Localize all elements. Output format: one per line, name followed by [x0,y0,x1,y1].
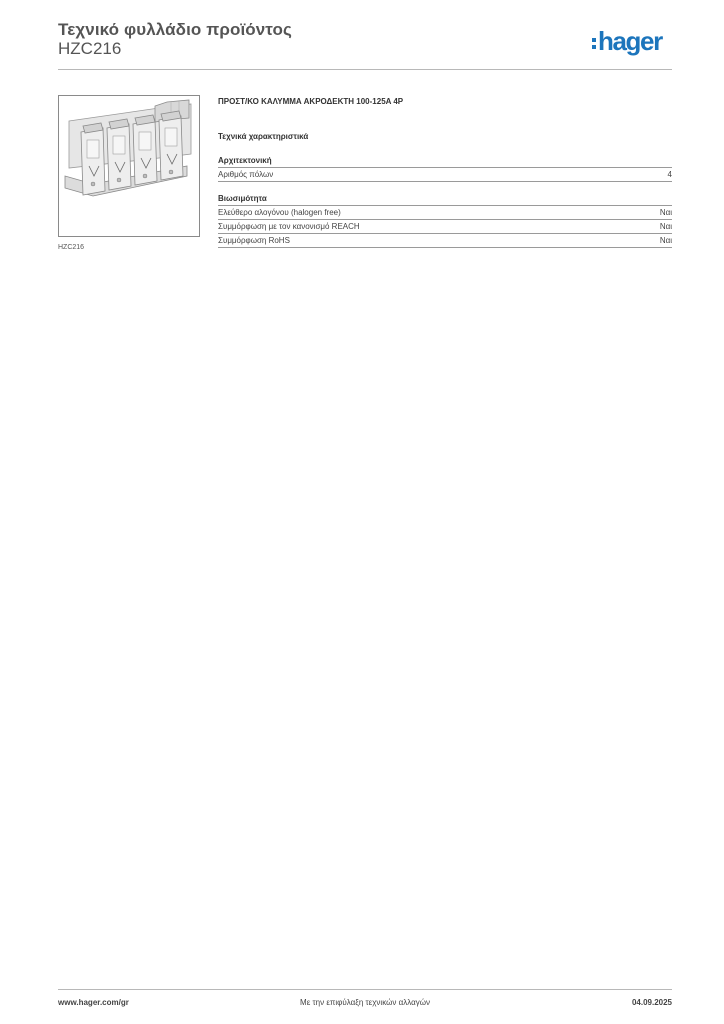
spec-row [218,168,672,182]
document-title: Τεχνικό φυλλάδιο προϊόντος [58,20,292,39]
logo-wordmark: hager [598,26,662,56]
spec-value: Ναι [659,236,672,245]
logo-dots-icon [592,38,596,49]
technical-specs-heading: Τεχνικά χαρακτηριστικά [218,132,309,141]
image-caption: HZC216 [58,244,85,251]
group-title-architecture: Αρχιτεκτονική [218,156,672,168]
product-image [58,95,200,237]
website-link[interactable]: www.hager.com/gr [58,998,129,1007]
spec-label: Συμμόρφωση με τον κανονισμό REACH [218,222,360,231]
spec-label: Ελεύθερο αλογόνου (halogen free) [218,208,341,217]
group-title-sustainability: Βιωσιμότητα [218,194,672,206]
spec-value: Ναι [659,208,672,217]
product-code: HZC216 [58,39,122,58]
spec-row [218,234,672,248]
spec-value: 4 [667,170,672,179]
document-date: 04.09.2025 [631,998,672,1007]
spec-label: Συμμόρφωση RoHS [218,236,290,245]
spec-row [218,220,672,234]
terminal-cover-illustration [59,96,199,236]
header-divider [58,69,672,70]
spec-label: Αριθμός πόλων [218,170,274,179]
technical-changes-notice: Με την επιφύλαξη τεχνικών αλλαγών [300,998,430,1007]
footer-divider [58,989,672,990]
specification-panel [218,93,672,248]
product-description: ΠΡΟΣΤ/ΚΟ ΚΑΛΥΜΜΑ ΑΚΡΟΔΕΚΤΗ 100-125A 4P [218,97,404,106]
hager-logo[interactable] [592,28,662,54]
spec-row [218,206,672,220]
spec-value: Ναι [659,222,672,231]
